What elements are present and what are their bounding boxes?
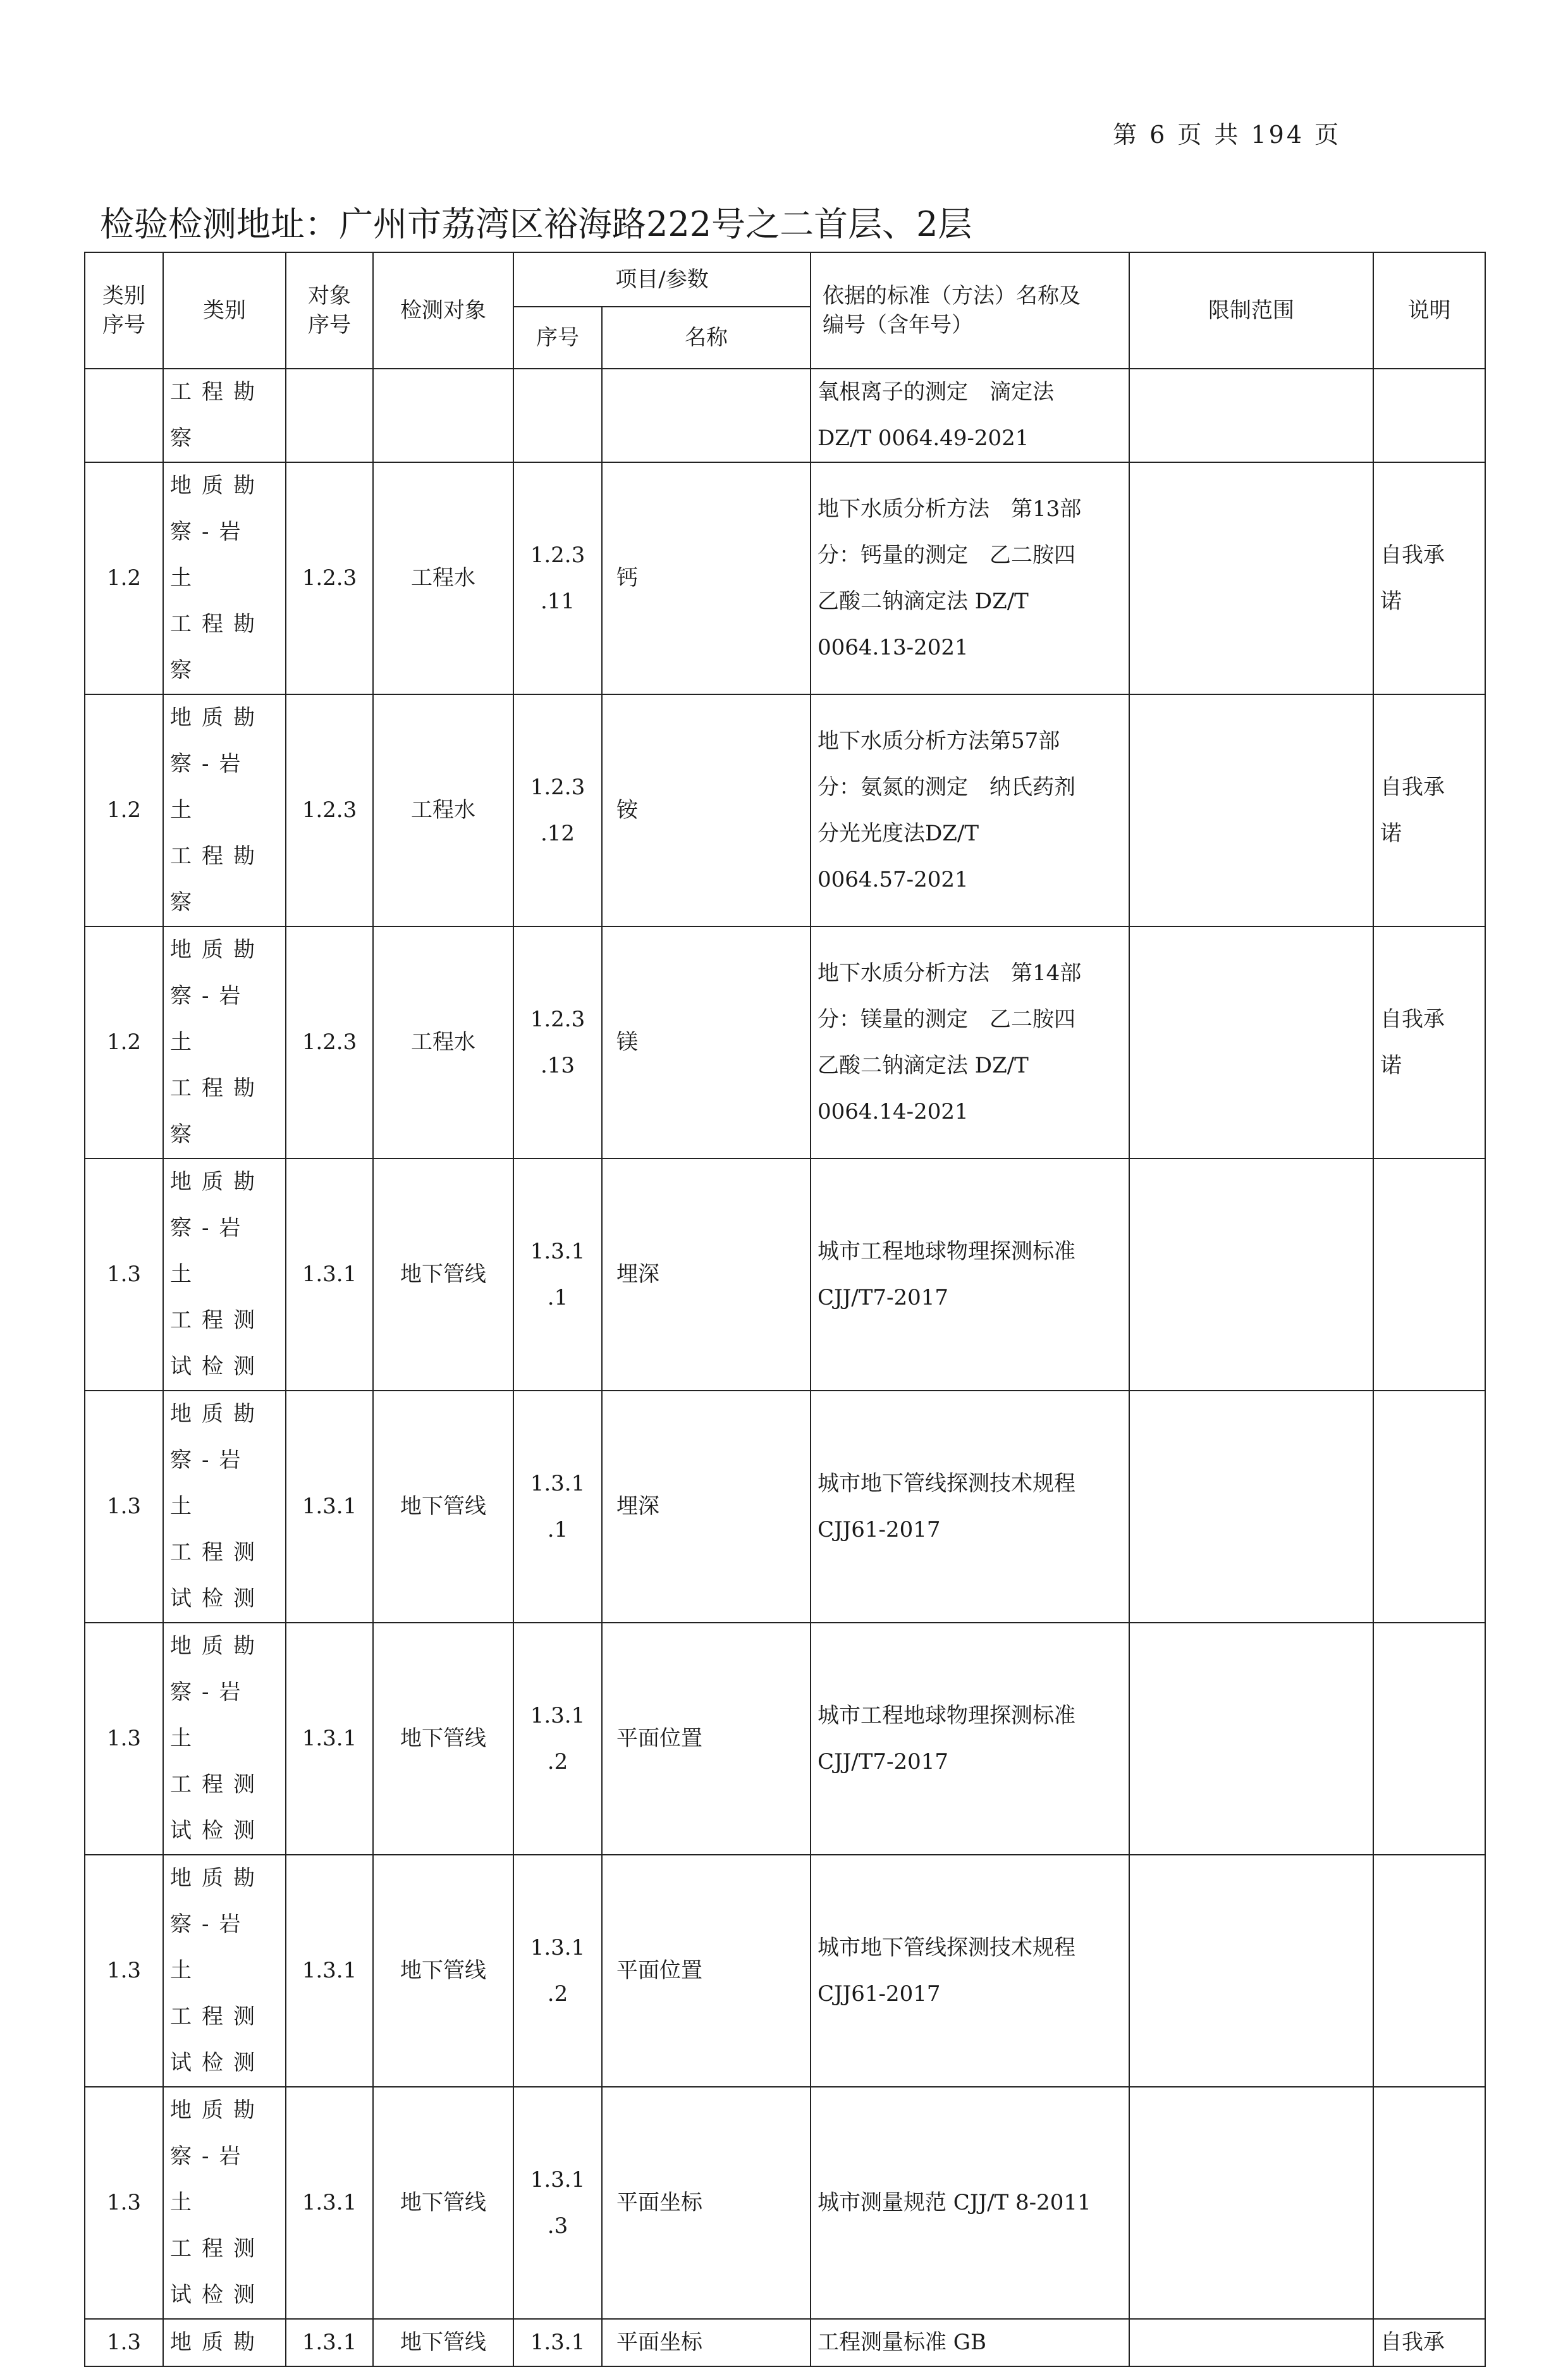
item-no-cell bbox=[513, 2087, 602, 2319]
standard-cell-line: 分：镁量的测定 乙二胺四 bbox=[818, 1006, 1075, 1032]
category-cell-line: 察-岩土 bbox=[170, 751, 251, 823]
note-cell bbox=[1373, 2319, 1485, 2366]
table-row bbox=[85, 369, 1485, 462]
category-no-cell: 1.3 bbox=[85, 2087, 163, 2319]
standard-cell-line: DZ/T 0064.49-2021 bbox=[818, 426, 1029, 451]
category-cell-line: 地质勘 bbox=[170, 473, 265, 498]
limit-cell bbox=[1129, 1855, 1373, 2087]
object-no-cell bbox=[286, 369, 373, 462]
note-cell bbox=[1373, 1159, 1485, 1391]
header-item-no: 序号 bbox=[513, 307, 602, 369]
object-no-cell: 1.3.1 bbox=[286, 1623, 373, 1855]
standard-cell-line: 城市地下管线探测技术规程 bbox=[818, 1934, 1075, 1960]
object-no-cell: 1.3.1 bbox=[286, 1855, 373, 2087]
category-no-cell: 1.3 bbox=[85, 1159, 163, 1391]
note-cell-line: 自我承 bbox=[1380, 542, 1445, 568]
table-row bbox=[85, 1855, 1485, 2087]
category-no-cell: 1.3 bbox=[85, 1391, 163, 1623]
category-cell-line: 察 bbox=[170, 426, 202, 451]
object-cell: 地下管线 bbox=[373, 1391, 513, 1623]
object-cell: 工程水 bbox=[373, 694, 513, 926]
table-row bbox=[85, 1159, 1485, 1391]
category-no-cell: 1.2 bbox=[85, 462, 163, 694]
limit-cell bbox=[1129, 1391, 1373, 1623]
category-cell-line: 地质勘 bbox=[170, 1866, 265, 1891]
item-name-cell: 平面坐标 bbox=[602, 2319, 811, 2366]
note-cell-line: 诺 bbox=[1380, 1052, 1402, 1078]
category-cell-line: 工程勘 bbox=[170, 612, 265, 637]
item-no-cell bbox=[513, 2319, 602, 2366]
item-no-cell-line: 1.3.1 bbox=[530, 1702, 585, 1728]
table-row bbox=[85, 1391, 1485, 1623]
category-cell-line: 地质勘 bbox=[170, 705, 265, 730]
category-cell-line: 地质勘 bbox=[170, 1169, 265, 1195]
category-cell-line: 工程勘 bbox=[170, 1076, 265, 1101]
category-cell-line: 察-岩土 bbox=[170, 519, 251, 591]
standard-cell-line: 0064.14-2021 bbox=[818, 1098, 969, 1124]
standard-cell-line: 城市工程地球物理探测标准 bbox=[818, 1238, 1075, 1264]
header-row bbox=[85, 252, 1485, 307]
category-cell bbox=[163, 2087, 286, 2319]
category-cell-line: 察 bbox=[170, 658, 202, 683]
table-row bbox=[85, 1623, 1485, 1855]
item-no-cell-line: 1.2.3 bbox=[530, 542, 585, 568]
item-no-cell-line: .13 bbox=[540, 1052, 575, 1078]
header-category-no: 类别 序号 bbox=[85, 252, 163, 369]
standard-cell bbox=[811, 2319, 1129, 2366]
note-cell bbox=[1373, 2087, 1485, 2319]
object-cell: 工程水 bbox=[373, 926, 513, 1159]
item-no-cell-line: .11 bbox=[540, 588, 575, 614]
object-no-cell: 1.3.1 bbox=[286, 1159, 373, 1391]
standard-cell bbox=[811, 694, 1129, 926]
category-no-cell bbox=[85, 369, 163, 462]
category-cell-line: 试检测 bbox=[170, 2282, 265, 2308]
item-no-cell-line: 1.3.1 bbox=[530, 1934, 585, 1960]
standard-cell-line: 0064.57-2021 bbox=[818, 866, 969, 892]
category-cell-line: 试检测 bbox=[170, 1354, 265, 1379]
category-cell-line: 试检测 bbox=[170, 1818, 265, 1843]
object-cell: 地下管线 bbox=[373, 2319, 513, 2366]
note-cell bbox=[1373, 1391, 1485, 1623]
note-cell-line: 诺 bbox=[1380, 588, 1402, 614]
item-no-cell bbox=[513, 1159, 602, 1391]
standard-cell-line: 工程测量标准 GB bbox=[818, 2330, 986, 2355]
category-no-cell: 1.3 bbox=[85, 2319, 163, 2366]
note-cell bbox=[1373, 1855, 1485, 2087]
item-name-cell: 平面位置 bbox=[602, 1855, 811, 2087]
standard-cell-line: CJJ/T7-2017 bbox=[818, 1284, 949, 1310]
standard-cell bbox=[811, 1159, 1129, 1391]
category-cell bbox=[163, 369, 286, 462]
item-no-cell bbox=[513, 694, 602, 926]
category-cell bbox=[163, 1855, 286, 2087]
object-cell: 地下管线 bbox=[373, 1623, 513, 1855]
standard-cell bbox=[811, 1391, 1129, 1623]
limit-cell bbox=[1129, 369, 1373, 462]
category-cell-line: 地质勘 bbox=[170, 2098, 265, 2123]
category-cell bbox=[163, 2319, 286, 2366]
category-cell bbox=[163, 694, 286, 926]
category-no-cell: 1.3 bbox=[85, 1623, 163, 1855]
limit-cell bbox=[1129, 462, 1373, 694]
category-no-cell: 1.3 bbox=[85, 1855, 163, 2087]
standard-cell-line: 乙酸二钠滴定法 DZ/T bbox=[818, 1052, 1029, 1078]
item-no-cell bbox=[513, 926, 602, 1159]
category-cell-line: 察 bbox=[170, 890, 202, 915]
category-cell-line: 工程勘 bbox=[170, 379, 265, 405]
note-cell-line: 诺 bbox=[1380, 820, 1402, 846]
item-no-cell bbox=[513, 369, 602, 462]
item-no-cell-line: .1 bbox=[547, 1516, 568, 1542]
item-no-cell-line: .3 bbox=[547, 2213, 568, 2239]
object-no-cell: 1.2.3 bbox=[286, 926, 373, 1159]
category-cell-line: 地质勘 bbox=[170, 2330, 265, 2355]
note-cell-line: 自我承 bbox=[1380, 774, 1445, 800]
standard-cell bbox=[811, 1855, 1129, 2087]
item-no-cell-line: .2 bbox=[547, 1981, 568, 2007]
category-cell bbox=[163, 1391, 286, 1623]
table-row bbox=[85, 462, 1485, 694]
object-no-cell: 1.2.3 bbox=[286, 694, 373, 926]
category-cell-line: 察-岩土 bbox=[170, 1215, 251, 1287]
item-no-cell-line: .1 bbox=[547, 1284, 568, 1310]
category-cell-line: 工程测 bbox=[170, 1540, 265, 1565]
category-cell-line: 工程测 bbox=[170, 1772, 265, 1797]
standard-cell-line: 地下水质分析方法第57部 bbox=[818, 728, 1060, 754]
item-name-cell: 平面坐标 bbox=[602, 2087, 811, 2319]
category-no-cell: 1.2 bbox=[85, 926, 163, 1159]
category-cell-line: 地质勘 bbox=[170, 1401, 265, 1427]
standard-cell-line: 分：钙量的测定 乙二胺四 bbox=[818, 542, 1075, 568]
object-no-cell: 1.3.1 bbox=[286, 1391, 373, 1623]
header-standard: 依据的标准（方法）名称及 编号（含年号） bbox=[811, 252, 1129, 369]
table-body bbox=[85, 369, 1485, 2366]
object-no-cell: 1.2.3 bbox=[286, 462, 373, 694]
item-no-cell-line: .2 bbox=[547, 1749, 568, 1774]
note-cell bbox=[1373, 369, 1485, 462]
category-cell-line: 察 bbox=[170, 1122, 202, 1147]
category-cell-line: 察-岩土 bbox=[170, 983, 251, 1055]
standard-cell bbox=[811, 1623, 1129, 1855]
item-no-cell-line: 1.3.1 bbox=[530, 2167, 585, 2192]
item-name-cell: 钙 bbox=[602, 462, 811, 694]
category-cell-line: 工程测 bbox=[170, 1308, 265, 1333]
category-cell-line: 试检测 bbox=[170, 2050, 265, 2075]
header-item-group: 项目/参数 bbox=[513, 252, 811, 307]
table-row bbox=[85, 694, 1485, 926]
limit-cell bbox=[1129, 1623, 1373, 1855]
standard-cell-line: CJJ/T7-2017 bbox=[818, 1749, 949, 1774]
standard-cell-line: 地下水质分析方法 第14部 bbox=[818, 960, 1082, 986]
item-no-cell-line: 1.3.1 bbox=[530, 2330, 585, 2355]
category-cell-line: 察-岩土 bbox=[170, 2144, 251, 2215]
limit-cell bbox=[1129, 2087, 1373, 2319]
category-cell-line: 察-岩土 bbox=[170, 1680, 251, 1751]
note-cell bbox=[1373, 462, 1485, 694]
item-no-cell-line: 1.2.3 bbox=[530, 1006, 585, 1032]
standard-cell bbox=[811, 2087, 1129, 2319]
object-cell: 工程水 bbox=[373, 462, 513, 694]
category-cell-line: 试检测 bbox=[170, 1586, 265, 1611]
object-no-cell: 1.3.1 bbox=[286, 2319, 373, 2366]
category-cell-line: 地质勘 bbox=[170, 937, 265, 962]
header-limit: 限制范围 bbox=[1129, 252, 1373, 369]
standard-cell-line: 城市工程地球物理探测标准 bbox=[818, 1702, 1075, 1728]
standard-cell-line: 乙酸二钠滴定法 DZ/T bbox=[818, 588, 1029, 614]
object-cell: 地下管线 bbox=[373, 1159, 513, 1391]
header-item-name: 名称 bbox=[602, 307, 811, 369]
category-cell bbox=[163, 1159, 286, 1391]
standard-cell-line: 氧根离子的测定 滴定法 bbox=[818, 379, 1054, 405]
page-number: 第 6 页 共 194 页 bbox=[1113, 121, 1342, 149]
object-cell: 地下管线 bbox=[373, 2087, 513, 2319]
note-cell bbox=[1373, 694, 1485, 926]
header-category: 类别 bbox=[163, 252, 286, 369]
standard-cell-line: 分：氨氮的测定 纳氏药剂 bbox=[818, 774, 1075, 800]
object-cell bbox=[373, 369, 513, 462]
item-no-cell-line: 1.2.3 bbox=[530, 774, 585, 800]
category-cell-line: 察-岩土 bbox=[170, 1912, 251, 1983]
accreditation-table bbox=[84, 252, 1486, 2367]
item-name-cell: 埋深 bbox=[602, 1159, 811, 1391]
header-object: 检测对象 bbox=[373, 252, 513, 369]
category-cell-line: 察-岩土 bbox=[170, 1448, 251, 1519]
category-cell bbox=[163, 926, 286, 1159]
table-row bbox=[85, 926, 1485, 1159]
standard-cell-line: 分光光度法DZ/T bbox=[818, 820, 979, 846]
standard-cell bbox=[811, 462, 1129, 694]
standard-cell-line: 城市地下管线探测技术规程 bbox=[818, 1470, 1075, 1496]
standard-cell-line: CJJ61-2017 bbox=[818, 1981, 941, 2007]
limit-cell bbox=[1129, 694, 1373, 926]
header-note: 说明 bbox=[1373, 252, 1485, 369]
standard-cell bbox=[811, 369, 1129, 462]
limit-cell bbox=[1129, 1159, 1373, 1391]
object-cell: 地下管线 bbox=[373, 1855, 513, 2087]
header-object-no: 对象 序号 bbox=[286, 252, 373, 369]
table-row bbox=[85, 2319, 1485, 2366]
note-cell bbox=[1373, 1623, 1485, 1855]
testing-address: 检验检测地址：广州市荔湾区裕海路222号之二首层、2层 bbox=[100, 204, 972, 244]
item-name-cell: 镁 bbox=[602, 926, 811, 1159]
item-name-cell bbox=[602, 369, 811, 462]
limit-cell bbox=[1129, 926, 1373, 1159]
category-cell-line: 工程测 bbox=[170, 2236, 265, 2261]
item-no-cell bbox=[513, 1391, 602, 1623]
item-no-cell-line: .12 bbox=[540, 820, 575, 846]
standard-cell-line: 0064.13-2021 bbox=[818, 634, 969, 660]
item-no-cell bbox=[513, 1623, 602, 1855]
item-name-cell: 埋深 bbox=[602, 1391, 811, 1623]
note-cell bbox=[1373, 926, 1485, 1159]
item-name-cell: 平面位置 bbox=[602, 1623, 811, 1855]
category-cell bbox=[163, 462, 286, 694]
standard-cell-line: 城市测量规范 CJJ/T 8-2011 bbox=[818, 2190, 1091, 2215]
note-cell-line: 自我承 bbox=[1380, 2330, 1445, 2355]
category-no-cell: 1.2 bbox=[85, 694, 163, 926]
item-no-cell-line: 1.3.1 bbox=[530, 1470, 585, 1496]
item-no-cell-line: 1.3.1 bbox=[530, 1238, 585, 1264]
item-no-cell bbox=[513, 462, 602, 694]
standard-cell-line: CJJ61-2017 bbox=[818, 1516, 941, 1542]
note-cell-line: 自我承 bbox=[1380, 1006, 1445, 1032]
category-cell bbox=[163, 1623, 286, 1855]
category-cell-line: 工程勘 bbox=[170, 844, 265, 869]
limit-cell bbox=[1129, 2319, 1373, 2366]
object-no-cell: 1.3.1 bbox=[286, 2087, 373, 2319]
category-cell-line: 地质勘 bbox=[170, 1633, 265, 1659]
item-no-cell bbox=[513, 1855, 602, 2087]
table-row bbox=[85, 2087, 1485, 2319]
standard-cell bbox=[811, 926, 1129, 1159]
standard-cell-line: 地下水质分析方法 第13部 bbox=[818, 496, 1082, 522]
category-cell-line: 工程测 bbox=[170, 2004, 265, 2029]
item-name-cell: 铵 bbox=[602, 694, 811, 926]
